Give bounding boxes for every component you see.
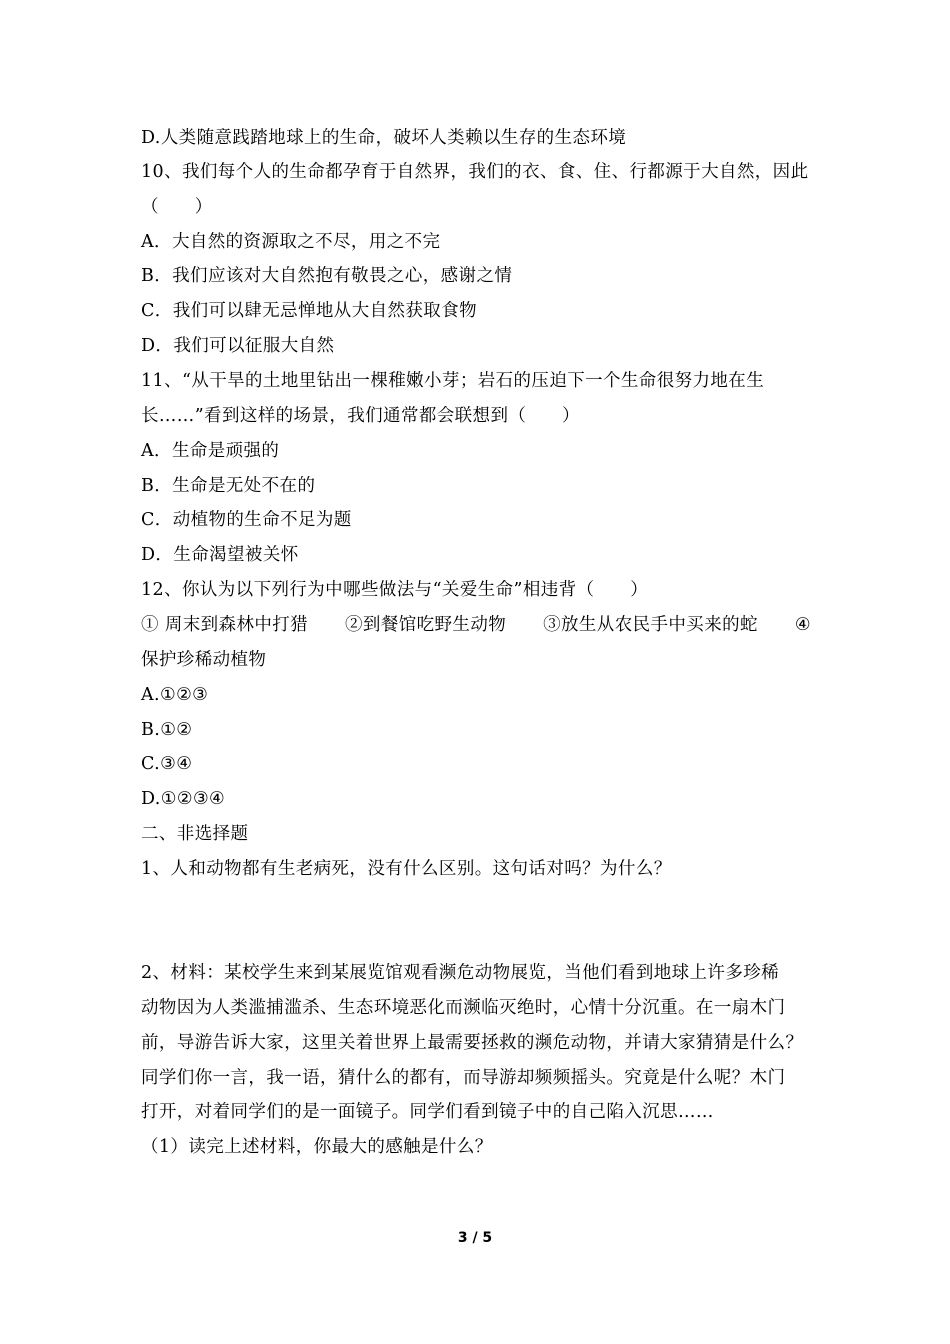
q10-stem: 10、我们每个人的生命都孕育于自然界，我们的衣、食、住、行都源于大自然，因此 bbox=[141, 162, 809, 182]
q12-behavior-1: ① 周末到森林中打猎 bbox=[141, 615, 309, 635]
q12-behaviors-line1 bbox=[141, 614, 811, 636]
q11-option-a: A．生命是顽强的 bbox=[141, 441, 280, 461]
q12-behavior-3: ③放生从农民手中买来的蛇 bbox=[543, 615, 758, 635]
q12-stem: 12、你认为以下列行为中哪些做法与“关爱生命”相违背（ ） bbox=[141, 580, 649, 600]
section-heading-non-choice: 二、非选择题 bbox=[141, 824, 249, 844]
open-question-2-line5: 打开，对着同学们的是一面镜子。同学们看到镜子中的自己陷入沉思…… bbox=[141, 1102, 714, 1122]
open-question-1: 1、人和动物都有生老病死，没有什么区别。这句话对吗？为什么？ bbox=[141, 859, 672, 879]
q11-option-c: C．动植物的生命不足为题 bbox=[141, 510, 352, 530]
q12-behavior-2: ②到餐馆吃野生动物 bbox=[345, 615, 507, 635]
q11-option-b: B．生命是无处不在的 bbox=[141, 476, 316, 496]
open-question-2-subquestion-1: （1）读完上述材料，你最大的感触是什么？ bbox=[141, 1137, 493, 1157]
q12-option-c: C.③④ bbox=[141, 754, 193, 774]
q10-option-d: D．我们可以征服大自然 bbox=[141, 336, 335, 356]
q11-stem-line1: 11、“从干旱的土地里钻出一棵稚嫩小芽；岩石的压迫下一个生命很努力地在生 bbox=[141, 371, 765, 391]
q12-behavior-4: ④ bbox=[794, 615, 811, 635]
q12-behaviors-line2: 保护珍稀动植物 bbox=[141, 650, 267, 670]
q11-stem-line2: 长……”看到这样的场景，我们通常都会联想到（ ） bbox=[141, 406, 580, 426]
q12-option-a: A.①②③ bbox=[141, 685, 209, 705]
q10-option-c: C．我们可以肆无忌惮地从大自然获取食物 bbox=[141, 301, 477, 321]
q10-answer-blank: （ ） bbox=[141, 197, 213, 217]
open-question-2-line4: 同学们你一言，我一语，猜什么的都有，而导游却频频摇头。究竟是什么呢？木门 bbox=[141, 1068, 786, 1088]
open-question-2-line2: 动物因为人类滥捕滥杀、生态环境恶化而濒临灭绝时，心情十分沉重。在一扇木门 bbox=[141, 998, 786, 1018]
q9-option-d: D.人类随意践踏地球上的生命，破坏人类赖以生存的生态环境 bbox=[141, 128, 627, 148]
q11-option-d: D．生命渴望被关怀 bbox=[141, 545, 299, 565]
q10-option-b: B．我们应该对大自然抱有敬畏之心，感谢之情 bbox=[141, 266, 513, 286]
q10-option-a: A．大自然的资源取之不尽，用之不完 bbox=[141, 232, 441, 252]
q12-option-b: B.①② bbox=[141, 720, 193, 740]
page-number: 3 / 5 bbox=[457, 1230, 493, 1246]
open-question-2-line3: 前，导游告诉大家，这里关着世界上最需要拯救的濒危动物，并请大家猜猜是什么？ bbox=[141, 1033, 804, 1053]
open-question-2-line1: 2、材料：某校学生来到某展览馆观看濒危动物展览，当他们看到地球上许多珍稀 bbox=[141, 963, 780, 983]
q12-option-d: D.①②③④ bbox=[141, 789, 226, 809]
